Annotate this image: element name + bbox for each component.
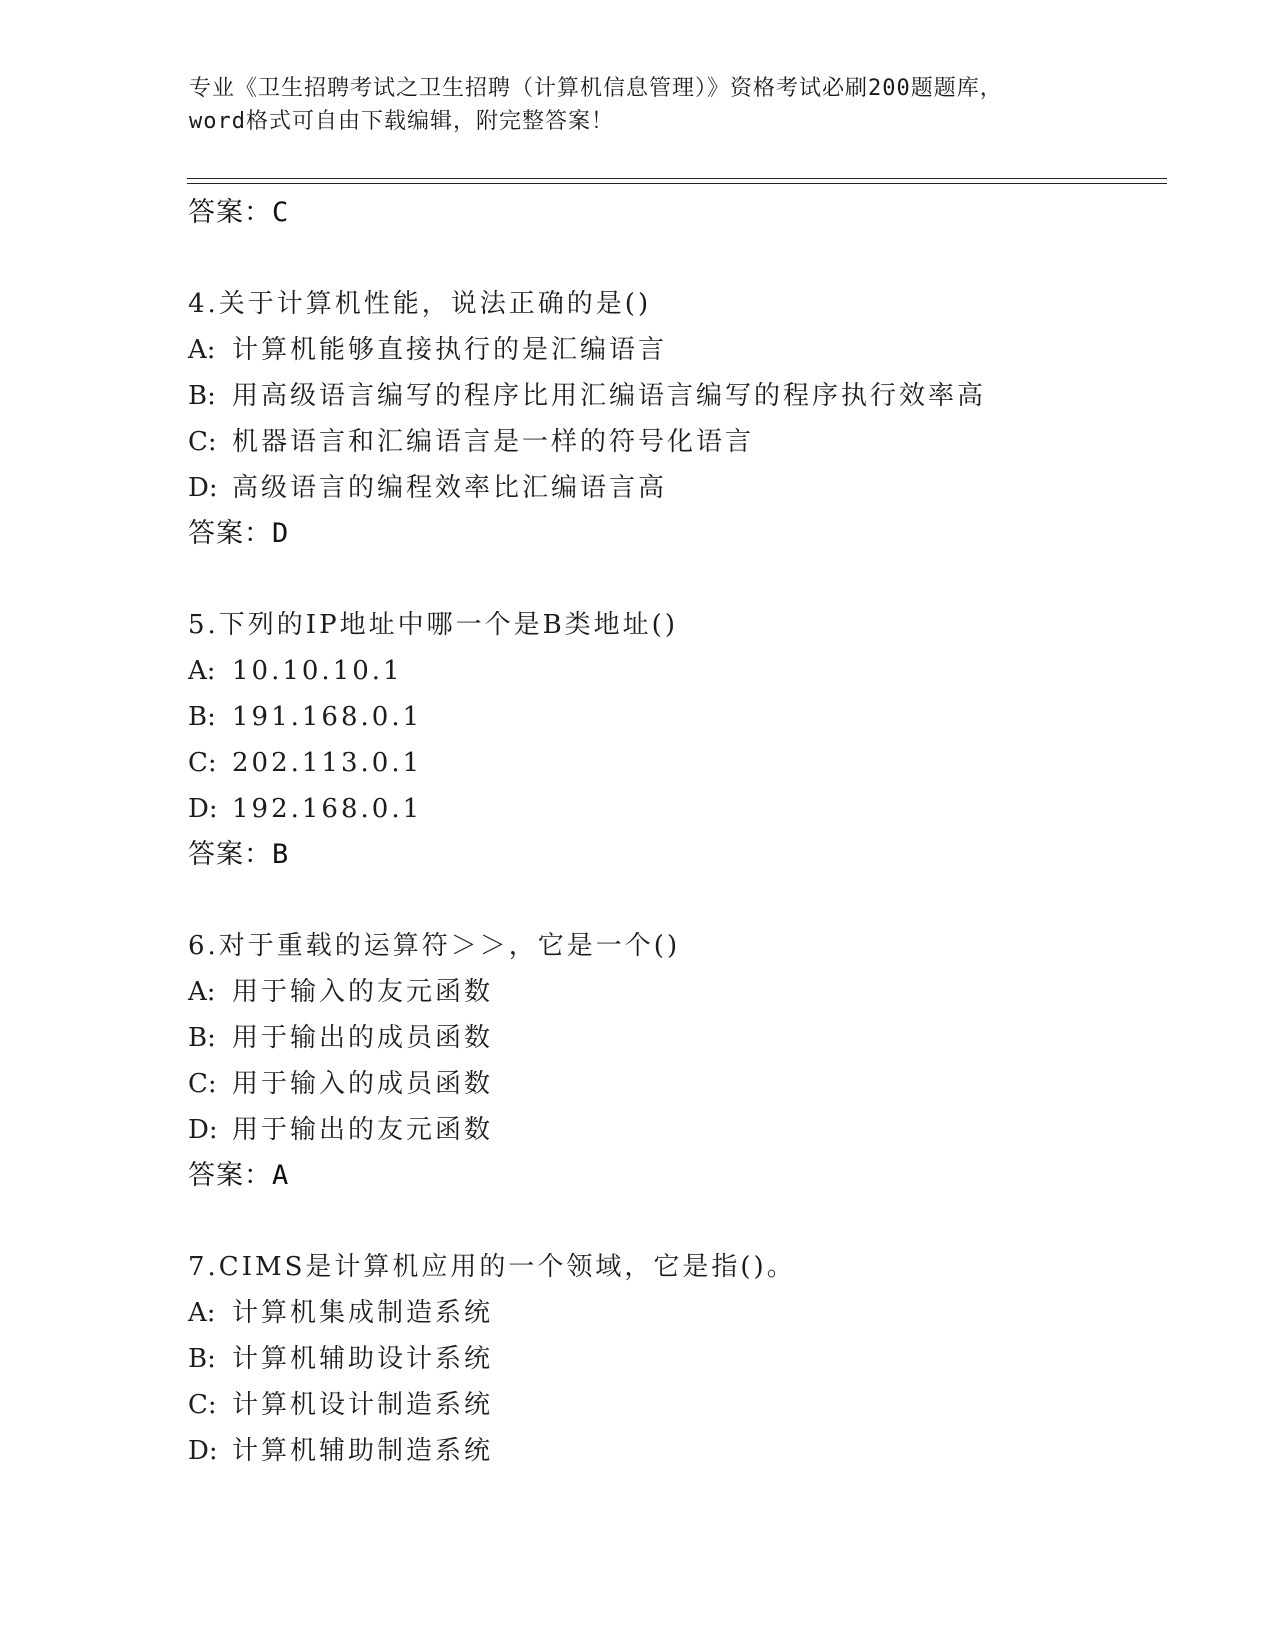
option-key: A: <box>188 977 216 1007</box>
header-line-2: word格式可自由下载编辑，附完整答案！ <box>189 109 614 134</box>
option-a <box>188 969 1168 1015</box>
option-text: 191.168.0.1 <box>232 702 423 732</box>
header-divider-top <box>187 178 1167 179</box>
option-key: A: <box>188 335 216 365</box>
option-text: 用高级语言编写的程序比用汇编语言编写的程序执行效率高 <box>232 381 987 411</box>
answer-line: 答案：A <box>188 1160 290 1191</box>
previous-answer: 答案：C <box>188 197 290 228</box>
option-b <box>188 1015 1168 1061</box>
answer-line: 答案：D <box>188 518 290 549</box>
option-d <box>188 465 1168 511</box>
header-line-1: 专业《卫生招聘考试之卫生招聘（计算机信息管理）》资格考试必刷200题题库， <box>189 76 1003 101</box>
option-text: 计算机能够直接执行的是汇编语言 <box>232 335 668 365</box>
option-c <box>188 740 1168 786</box>
header-divider-bottom <box>187 183 1167 184</box>
option-key: D: <box>188 794 218 824</box>
question-text: 6.对于重载的运算符＞＞，它是一个() <box>188 931 681 961</box>
option-d <box>188 786 1168 832</box>
option-text: 计算机辅助设计系统 <box>232 1344 494 1374</box>
option-key: C: <box>188 748 217 778</box>
option-a <box>188 1290 1168 1336</box>
option-text: 计算机集成制造系统 <box>232 1298 494 1328</box>
option-text: 用于输入的友元函数 <box>232 977 494 1007</box>
option-text: 机器语言和汇编语言是一样的符号化语言 <box>232 427 755 457</box>
option-a <box>188 648 1168 694</box>
option-key: C: <box>188 427 217 457</box>
option-key: D: <box>188 1115 218 1145</box>
option-text: 用于输入的成员函数 <box>232 1069 494 1099</box>
option-key: B: <box>188 381 216 411</box>
option-b <box>188 373 1168 419</box>
option-text: 计算机辅助制造系统 <box>232 1436 494 1466</box>
option-text: 计算机设计制造系统 <box>232 1390 494 1420</box>
option-b <box>188 1336 1168 1382</box>
option-key: B: <box>188 702 216 732</box>
question-text: 7.CIMS是计算机应用的一个领域，它是指()。 <box>188 1252 796 1282</box>
option-d <box>188 1107 1168 1153</box>
question-block <box>188 602 1168 878</box>
option-text: 用于输出的友元函数 <box>232 1115 494 1145</box>
option-c <box>188 1382 1168 1428</box>
option-a <box>188 327 1168 373</box>
question-block <box>188 281 1168 557</box>
question-text: 5.下列的IP地址中哪一个是B类地址() <box>188 610 678 640</box>
option-text: 10.10.10.1 <box>232 656 403 686</box>
option-text: 192.168.0.1 <box>232 794 423 824</box>
answer-line: 答案：B <box>188 839 290 870</box>
option-key: D: <box>188 473 218 503</box>
option-key: C: <box>188 1069 217 1099</box>
option-d <box>188 1428 1168 1474</box>
option-key: C: <box>188 1390 217 1420</box>
question-text: 4.关于计算机性能，说法正确的是() <box>188 289 652 319</box>
option-c <box>188 419 1168 465</box>
question-block <box>188 1244 1168 1474</box>
option-key: B: <box>188 1023 216 1053</box>
document-header <box>189 72 1089 138</box>
option-text: 202.113.0.1 <box>232 748 423 778</box>
option-text: 高级语言的编程效率比汇编语言高 <box>232 473 668 503</box>
option-key: B: <box>188 1344 216 1374</box>
option-key: A: <box>188 1298 216 1328</box>
option-key: A: <box>188 656 216 686</box>
question-block <box>188 923 1168 1199</box>
option-c <box>188 1061 1168 1107</box>
option-b <box>188 694 1168 740</box>
question-list <box>188 190 1168 1474</box>
option-key: D: <box>188 1436 218 1466</box>
option-text: 用于输出的成员函数 <box>232 1023 494 1053</box>
